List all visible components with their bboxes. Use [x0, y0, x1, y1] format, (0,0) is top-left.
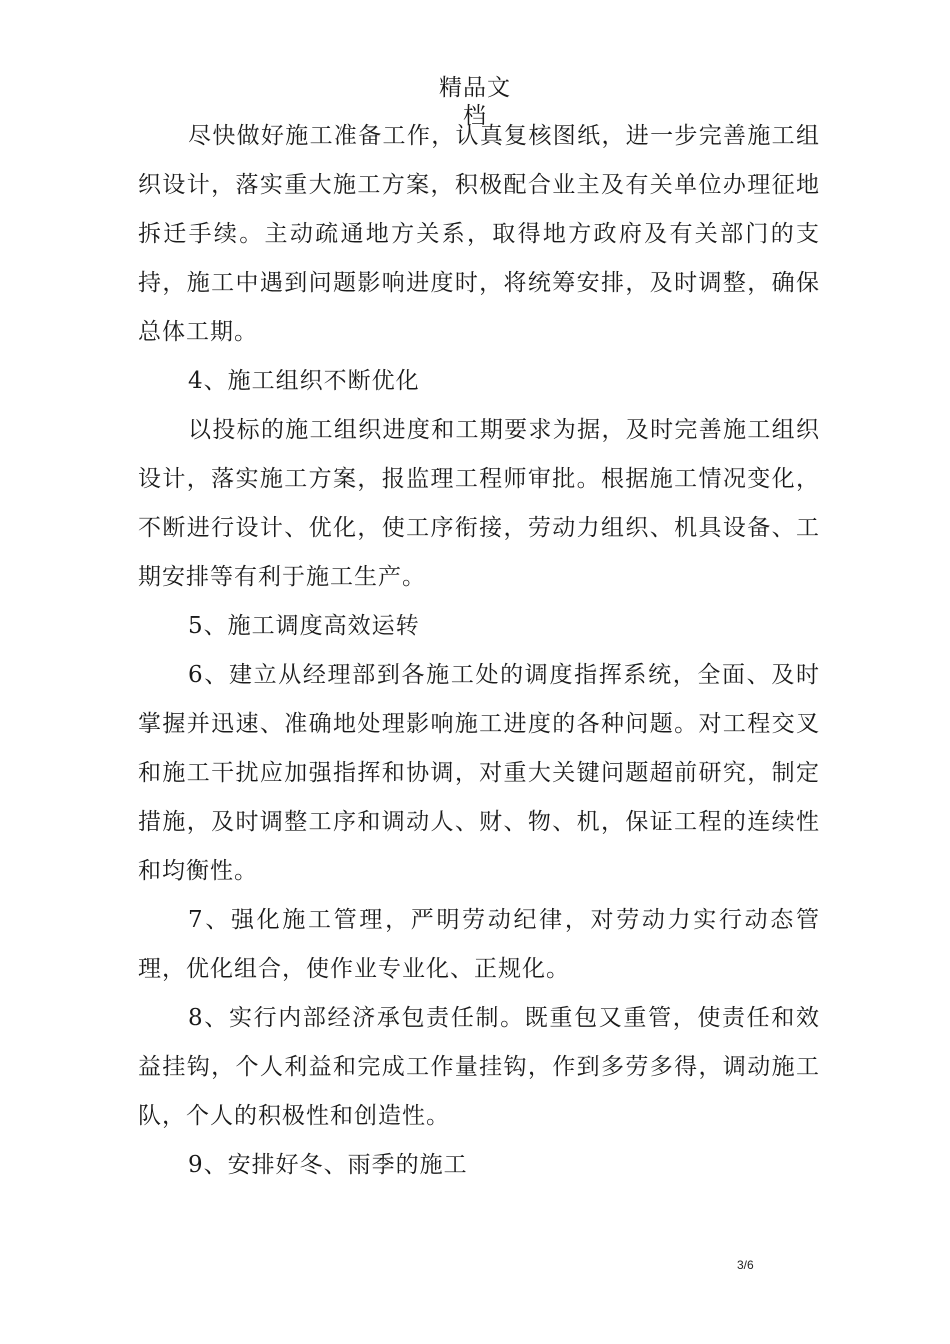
paragraph: 8、实行内部经济承包责任制。既重包又重管，使责任和效益挂钩，个人利益和完成工作量挂钩，作到多劳多得，调动施工队，个人的积极性和创造性。 — [138, 1005, 820, 1129]
paragraph: 6、建立从经理部到各施工处的调度指挥系统，全面、及时掌握并迅速、准确地处理影响施工进度的各种问题。对工程交叉和施工干扰应加强指挥和协调，对重大关键问题超前研究，制定措施，及时调整工序和调动人、财、物、机，保证工程的连续性和均衡性。 — [138, 662, 820, 884]
section-heading: 5、施工调度高效运转 — [188, 613, 420, 639]
section-heading: 9、安排好冬、雨季的施工 — [188, 1152, 468, 1178]
document-body — [138, 112, 820, 1190]
page-number: 3/6 — [737, 1258, 754, 1272]
section-heading: 4、施工组织不断优化 — [188, 368, 420, 394]
paragraph: 7、强化施工管理，严明劳动纪律，对劳动力实行动态管理，优化组合，使作业专业化、正规化。 — [138, 907, 820, 982]
paragraph: 以投标的施工组织进度和工期要求为据，及时完善施工组织设计，落实施工方案，报监理工程师审批。根据施工情况变化，不断进行设计、优化，使工序衔接，劳动力组织、机具设备、工期安排等有利于施工生产。 — [138, 417, 820, 590]
header-line-1: 精品文 — [439, 75, 511, 101]
header-line-2: 档 — [463, 103, 487, 129]
paragraph: 尽快做好施工准备工作，认真复核图纸，进一步完善施工组织设计，落实重大施工方案，积极配合业主及有关单位办理征地拆迁手续。主动疏通地方关系，取得地方政府及有关部门的支持，施工中遇到问题影响进度时，将统筹安排，及时调整，确保总体工期。 — [138, 123, 820, 345]
